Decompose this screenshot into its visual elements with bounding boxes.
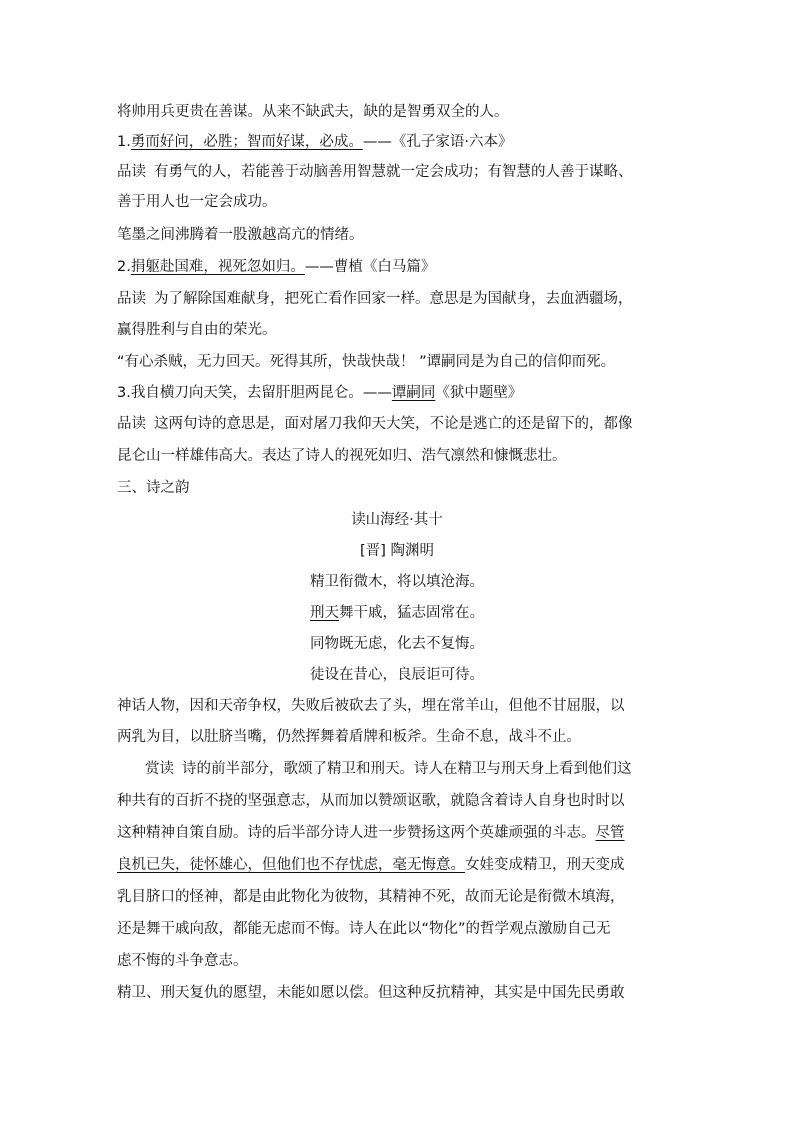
appreciation-line [117,855,625,875]
quote-text: 勇而好问，必胜；智而好谋，必成。 [130,134,363,150]
paragraph-line: 将帅用兵更贵在善谋。从来不缺武夫，缺的是智勇双全的人。 [117,104,509,120]
appreciation-line: 乳目脐口的怪神，都是由此物化为彼物，其精神不死，故而无论是衔微木填海， [117,889,625,905]
poem-line [0,603,794,623]
intro-line: “有心杀贼，无力回天。死得其所，快哉快哉！ ”谭嗣同是为自己的信仰而死。 [117,354,616,370]
comment-label: 品读 [117,416,146,432]
appreciation-line [117,823,625,843]
comment-line: 赢得胜利与自由的荣光。 [117,322,277,338]
poem-line: 同物既无虑，化去不复悔。 [310,636,484,652]
appreciation-underlined: 尽管 [595,825,625,841]
appreciation-text: 女娃变成精卫，刑天变成 [465,857,625,873]
poem-title: 读山海经·其十 [351,512,443,528]
appreciation-line: 还是舞干戚向敌，都能无虑而不悔。诗人在此以“物化”的哲学观点激励自己无 [117,921,611,937]
quote-text: 我自横刀向天笑，去留肝胆两昆仑。 [130,385,363,401]
appreciation-text: 这种精神自策自励。诗的后半部分诗人进一步赞扬这两个英雄顽强的斗志。 [117,825,596,841]
comment-label: 品读 [117,291,146,307]
poem-line: 精卫衔微木，将以填沧海。 [310,574,484,590]
appreciation-line: 虑不悔的斗争意志。 [117,953,248,969]
quote-source: ——曹植《白马篇》 [304,259,436,275]
comment-line: 昆仑山一样雄伟高大。表达了诗人的视死如归、浩气凛然和慷慨悲壮。 [117,448,567,464]
poem-line: 徒设在昔心，良辰讵可待。 [310,667,484,683]
quote-line-2 [117,257,435,277]
note-line: 神话人物，因和天帝争权，失败后被砍去了头，埋在常羊山，但他不甘屈服，以 [117,698,625,714]
quote-source-dash: —— [362,385,392,401]
quote-source-title: 《狱中题壁》 [435,385,523,401]
appreciation-line: 种共有的百折不挠的坚强意志，从而加以赞颂讴歌，就隐含着诗人自身也时时以 [117,793,625,809]
comment-label: 品读 [117,164,146,180]
quote-source-author: 谭嗣同 [391,385,436,401]
quote-line-3 [117,383,522,403]
poem-name-xingtian: 刑天 [310,605,339,621]
comment-text: 有勇气的人，若能善于动脑善用智慧就一定会成功；有智慧的人善于谋略、 [154,164,633,180]
appreciation-label: 赏读 [145,761,174,777]
quote-number: 2. [117,259,131,275]
quote-number: 3. [117,385,131,401]
section-heading: 三、诗之韵 [117,480,190,496]
appreciation-underlined: 良机已失，徒怀雄心，但他们也不存忧虑，毫无悔意。 [117,857,465,873]
comment-line [117,162,633,182]
comment-line [117,414,633,434]
quote-number: 1. [117,134,131,150]
quote-text: 捐躯赴国难，视死忽如归。 [130,259,305,275]
final-line: 精卫、刑天复仇的愿望，未能如愿以偿。但这种反抗精神，其实是中国先民勇敢 [117,985,625,1001]
appreciation-line [145,759,632,779]
comment-text: 这两句诗的意思是，面对屠刀我仰天大笑，不论是逃亡的还是留下的，都像 [154,416,633,432]
appreciation-text: 诗的前半部分，歌颂了精卫和刑天。诗人在精卫与刑天身上看到他们这 [182,761,632,777]
note-line: 两乳为目，以肚脐当嘴，仍然挥舞着盾牌和板斧。生命不息，战斗不止。 [117,729,581,745]
intro-line: 笔墨之间沸腾着一股激越高亢的情绪。 [117,227,364,243]
poem-author: [晋] 陶渊明 [360,543,434,559]
poem-line-rest: 舞干戚，猛志固常在。 [339,605,484,621]
comment-text: 为了解除国难献身，把死亡看作回家一样。意思是为国献身，去血洒疆场， [154,291,633,307]
quote-source: ——《孔子家语·六本》 [362,134,513,150]
quote-line-1 [117,132,512,152]
comment-line [117,289,633,309]
comment-line: 善于用人也一定会成功。 [117,194,277,210]
